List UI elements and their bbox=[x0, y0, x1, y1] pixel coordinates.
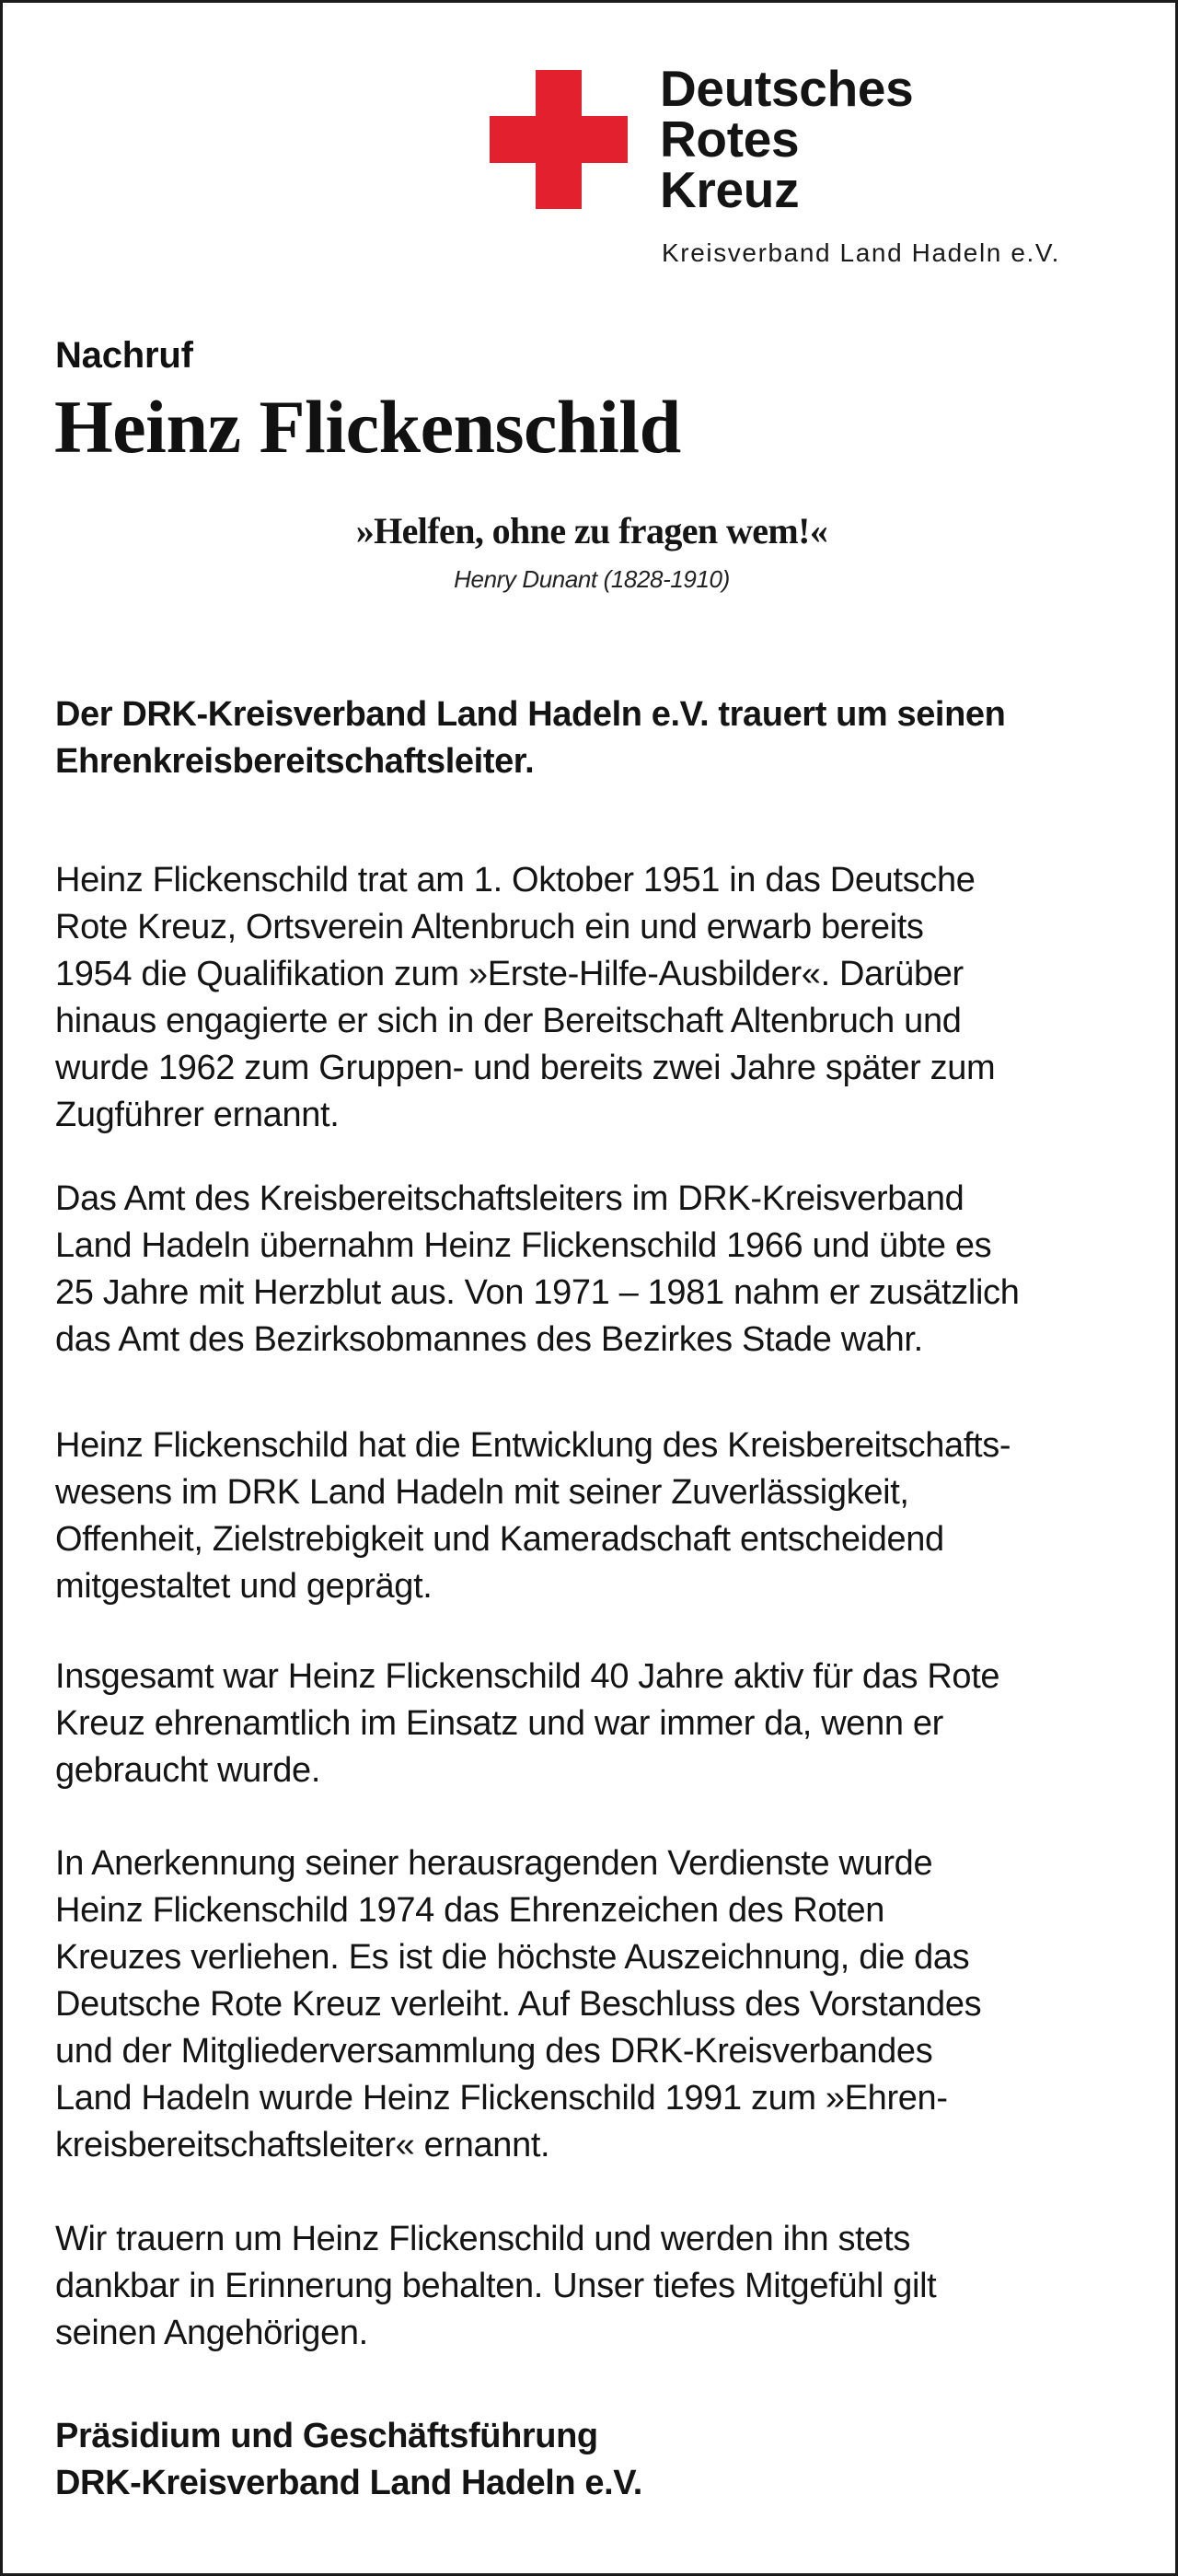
paragraph-line: In Anerkennung seiner herausragenden Verdienste wurde bbox=[55, 1844, 933, 1883]
paragraph-line: Land Hadeln wurde Heinz Flickenschild 1991 zum »Ehren- bbox=[55, 2079, 948, 2118]
paragraph-line: Deutsche Rote Kreuz verleiht. Auf Beschluss des Vorstandes bbox=[55, 1985, 982, 2024]
paragraph-line: Land Hadeln übernahm Heinz Flickenschild 1966 und übte es bbox=[55, 1226, 992, 1265]
paragraph-line: seinen Angehörigen. bbox=[55, 2314, 368, 2352]
deceased-name-title: Heinz Flickenschild bbox=[54, 385, 681, 469]
paragraph-line: Offenheit, Zielstrebigkeit und Kameradschaft entscheidend bbox=[55, 1520, 944, 1559]
paragraph-line: Kreuz ehrenamtlich im Einsatz und war immer da, wenn er bbox=[55, 1704, 943, 1743]
paragraph-condolence bbox=[55, 2216, 936, 2357]
paragraph-line: das Amt des Bezirksobmannes des Bezirkes Stade wahr. bbox=[55, 1320, 923, 1359]
signature-line: DRK-Kreisverband Land Hadeln e.V. bbox=[55, 2464, 642, 2502]
intro-line: Der DRK-Kreisverband Land Hadeln e.V. trauert um seinen bbox=[55, 695, 1006, 734]
paragraph-line: Wir trauern um Heinz Flickenschild und werden ihn stets bbox=[55, 2220, 911, 2258]
paragraph-line: Heinz Flickenschild 1974 das Ehrenzeichen des Roten bbox=[55, 1891, 885, 1930]
paragraph-line: Insgesamt war Heinz Flickenschild 40 Jahre aktiv für das Rote bbox=[55, 1657, 1000, 1696]
paragraph-line: und der Mitgliederversammlung des DRK-Kreisverbandes bbox=[55, 2032, 933, 2071]
paragraph-line: 1954 die Qualifikation zum »Erste-Hilfe-Ausbilder«. Darüber bbox=[55, 955, 964, 993]
logo-line-kreuz: Kreuz bbox=[660, 161, 800, 218]
paragraph-line: mitgestaltet und geprägt. bbox=[55, 1567, 433, 1606]
paragraph-career-start bbox=[55, 857, 995, 1139]
kicker-label: Nachruf bbox=[55, 335, 193, 376]
paragraph-honors bbox=[55, 1840, 981, 2169]
paragraph-line: Heinz Flickenschild hat die Entwicklung des Kreisbereitschafts- bbox=[55, 1426, 1011, 1465]
signature-block bbox=[55, 2413, 642, 2507]
paragraph-contribution bbox=[55, 1422, 1011, 1610]
paragraph-line: Das Amt des Kreisbereitschaftsleiters im DRK-Kreisverband bbox=[55, 1179, 964, 1218]
paragraph-line: Heinz Flickenschild trat am 1. Oktober 1951 in das Deutsche bbox=[55, 861, 976, 899]
paragraph-line: kreisbereitschaftsleiter« ernannt. bbox=[55, 2126, 550, 2164]
logo-line-rotes: Rotes bbox=[660, 110, 800, 168]
paragraph-office bbox=[55, 1176, 1020, 1363]
paragraph-line: 25 Jahre mit Herzblut aus. Von 1971 – 1981 nahm er zusätzlich bbox=[55, 1273, 1020, 1312]
paragraph-line: Kreuzes verliehen. Es ist die höchste Auszeichnung, die das bbox=[55, 1938, 970, 1977]
paragraph-line: Zugführer ernannt. bbox=[55, 1096, 340, 1134]
paragraph-line: dankbar in Erinnerung behalten. Unser tiefes Mitgefühl gilt bbox=[55, 2267, 937, 2305]
logo-subline: Kreisverband Land Hadeln e.V. bbox=[662, 238, 1060, 267]
intro-line: Ehrenkreisbereitschaftsleiter. bbox=[55, 742, 535, 781]
motto-quote: »Helfen, ohne zu fragen wem!« bbox=[355, 510, 828, 551]
intro-statement bbox=[55, 691, 1005, 785]
logo-line-deutsches: Deutsches bbox=[660, 60, 914, 117]
paragraph-line: hinaus engagierte er sich in der Bereitschaft Altenbruch und bbox=[55, 1002, 962, 1040]
quote-attribution: Henry Dunant (1828-1910) bbox=[454, 565, 730, 593]
paragraph-line: Rote Kreuz, Ortsverein Altenbruch ein und erwarb bereits bbox=[55, 908, 924, 946]
paragraph-line: gebraucht wurde. bbox=[55, 1751, 321, 1790]
paragraph-line: wurde 1962 zum Gruppen- und bereits zwei Jahre später zum bbox=[55, 1049, 996, 1087]
signature-line: Präsidium und Geschäftsführung bbox=[55, 2417, 598, 2455]
paragraph-line: wesens im DRK Land Hadeln mit seiner Zuverlässigkeit, bbox=[55, 1473, 909, 1512]
red-cross-icon-vertical bbox=[536, 70, 582, 209]
paragraph-service-years bbox=[55, 1654, 999, 1794]
